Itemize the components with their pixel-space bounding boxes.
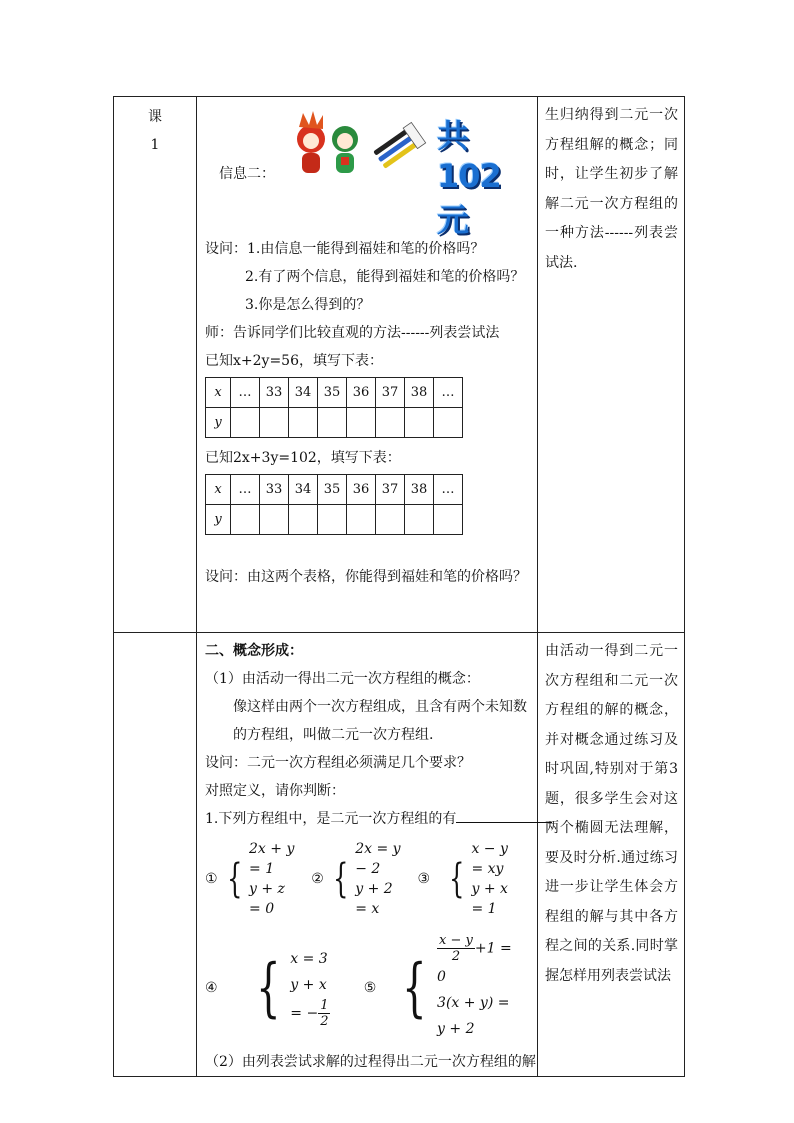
teacher-note: 师：告诉同学们比较直观的方法------列表尝试法 (205, 325, 500, 341)
info-label: 信息二： (219, 166, 275, 182)
table-blank-cell[interactable] (434, 408, 463, 438)
table-blank-cell[interactable] (347, 505, 376, 535)
table-blank-cell[interactable] (376, 408, 405, 438)
table-x-header: x (206, 475, 231, 505)
table-blank-cell[interactable] (289, 408, 318, 438)
table-blank-cell[interactable] (405, 408, 434, 438)
activity-cell (197, 97, 538, 633)
empty-cell (114, 633, 197, 1077)
table-cell: 36 (347, 475, 376, 505)
table-cell: … (434, 378, 463, 408)
table-cell: 34 (289, 475, 318, 505)
table-blank-cell[interactable] (260, 408, 289, 438)
table-cell: 37 (376, 475, 405, 505)
system-1: ① { 2x + y = 1 y + z = 0 (205, 841, 295, 917)
price-total-text: 共102元 (437, 117, 501, 239)
table-blank-cell[interactable] (376, 505, 405, 535)
table-cell: 33 (260, 378, 289, 408)
exercise-1: 1.下列方程组中，是二元一次方程组的有 (205, 805, 530, 833)
table-cell: 37 (376, 378, 405, 408)
teaching-notes-2: 由活动一得到二元一次方程组和二元一次方程组的解的概念，并对概念通过练习及时巩固,特别对于第3题，很多学生会对这两个椭圆无法理解，要及时分析.通过练习进一步让学生体会方程组的解与其中各方程之间的关系.同时掌握怎样用列表尝试法 (545, 643, 678, 984)
table-row (206, 505, 463, 535)
final-question: 设问：由这两个表格，你能得到福娃和笔的价格吗？ (205, 569, 527, 585)
system-2: ② { 2x = y − 2 y + 2 = x (311, 841, 401, 917)
mascot-and-pens-illustration (293, 109, 433, 181)
table-cell: 36 (347, 378, 376, 408)
table-cell: … (231, 475, 260, 505)
table-cell: … (434, 475, 463, 505)
concept-cell (197, 633, 538, 1077)
notes-cell (538, 633, 685, 1077)
teaching-notes-1: 生归纳得到二元一次方程组解的概念；同时，让学生初步了解解二元一次方程组的一种方法------列表尝试法. (545, 107, 678, 271)
subsection-1: （1）由活动一得出二元一次方程组的概念： (205, 671, 480, 687)
table-blank-cell[interactable] (347, 408, 376, 438)
table-y-header: y (206, 505, 231, 535)
lesson-cell (114, 97, 197, 633)
table-x-header: x (206, 378, 231, 408)
table-row (206, 408, 463, 438)
system-4: ④ { x = 3 y + x = − $\frac{1}{2}$ (205, 950, 329, 1029)
contrast-prompt: 对照定义，请你判断： (205, 783, 345, 799)
question-2: 2.有了两个信息，能得到福娃和笔的价格吗？ (245, 269, 525, 285)
table-cell: 38 (405, 378, 434, 408)
question-1: 设问：1.由信息一能得到福娃和笔的价格吗？ (205, 241, 485, 257)
table-y-header: y (206, 408, 231, 438)
system-3: ③ { x − y = xy y + x = 1 (417, 841, 508, 917)
question-3: 3.你是怎么得到的？ (245, 297, 371, 313)
fill-table-2 (205, 474, 463, 535)
table-cell: 35 (318, 475, 347, 505)
equation-row-1 (205, 839, 530, 919)
table-cell: 35 (318, 378, 347, 408)
lesson-label: 课 (148, 109, 162, 125)
table-blank-cell[interactable] (260, 505, 289, 535)
lesson-number: 1 (150, 137, 160, 153)
table-blank-cell[interactable] (318, 505, 347, 535)
definition-text: 像这样由两个一次方程组成，且含有两个未知数的方程组，叫做二元一次方程组. (233, 699, 527, 743)
table-cell: 33 (260, 475, 289, 505)
system-5: ⑤ { $\frac{x - y}{2}$ +1 = 0 3(x + y) = y + 2 (363, 933, 512, 1037)
table-blank-cell[interactable] (289, 505, 318, 535)
lesson-plan-table (113, 96, 681, 1070)
table-row (206, 475, 463, 505)
table-blank-cell[interactable] (405, 505, 434, 535)
notes-cell (538, 97, 685, 633)
equation-row-2 (205, 933, 530, 1042)
fill-table-1 (205, 377, 463, 438)
info-banner (205, 103, 530, 239)
table-blank-cell[interactable] (231, 505, 260, 535)
subsection-2: （2）由列表尝试求解的过程得出二元一次方程组的解 (205, 1054, 536, 1070)
section-heading: 二、概念形成： (205, 643, 303, 659)
table-blank-cell[interactable] (231, 408, 260, 438)
table-blank-cell[interactable] (434, 505, 463, 535)
table-blank-cell[interactable] (318, 408, 347, 438)
table-row (206, 378, 463, 408)
table2-caption: 已知2x+3y=102，填写下表： (205, 450, 401, 466)
concept-question: 设问：二元一次方程组必须满足几个要求？ (205, 755, 471, 771)
table-cell: 38 (405, 475, 434, 505)
table-cell: … (231, 378, 260, 408)
table-cell: 34 (289, 378, 318, 408)
table1-caption: 已知x+2y=56，填写下表： (205, 353, 383, 369)
answer-blank[interactable] (456, 808, 552, 823)
